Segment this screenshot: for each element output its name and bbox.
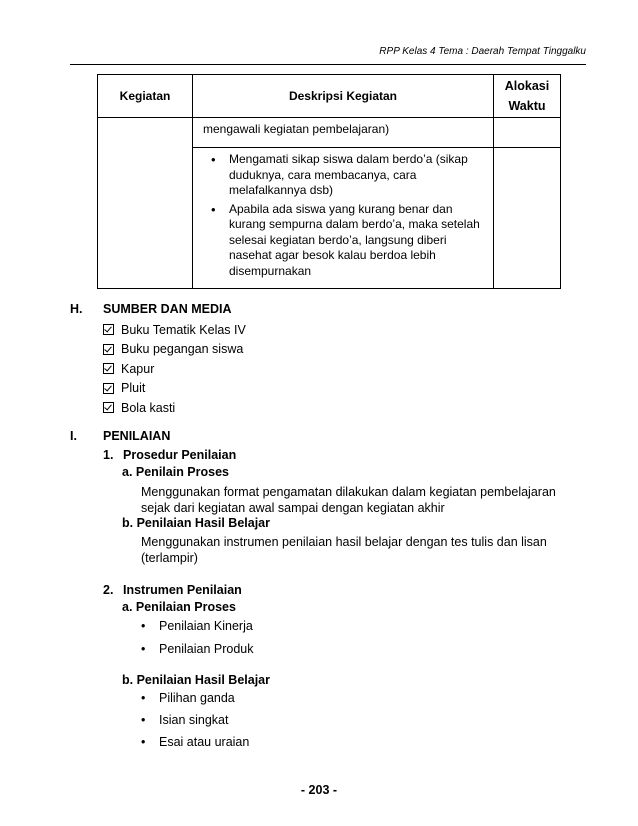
activity-table [97, 74, 561, 289]
col-header-alokasi [494, 75, 561, 118]
list-item-text: Esai atau uraian [159, 735, 250, 749]
subsection-1-heading [103, 448, 236, 462]
subsection-1a-text: Menggunakan format pengamatan dilakukan dalam kegiatan pembelajaran sejak dari kegiatan awal sampai dengan kegiatan akhir [141, 485, 556, 515]
list-item [103, 398, 246, 418]
col-header-kegiatan-text: Kegiatan [119, 89, 171, 103]
subsection-2a-heading: a. Penilaian Proses [122, 600, 236, 614]
subsection-2-number: 2. [103, 583, 114, 597]
col-header-deskripsi [193, 75, 494, 118]
list-item-text: Buku pegangan siswa [121, 342, 244, 357]
page-number: - 203 - [300, 783, 338, 797]
media-checklist [103, 320, 246, 418]
running-header: RPP Kelas 4 Tema : Daerah Tempat Tinggalku [379, 46, 586, 57]
col-header-kegiatan [98, 75, 193, 118]
list-item [103, 320, 246, 340]
checked-box-icon [103, 324, 114, 335]
deskripsi-cell [193, 148, 494, 289]
subsection-2-title: Instrumen Penilaian [123, 583, 242, 597]
row1-description: mengawali kegiatan pembelajaran) [203, 122, 390, 136]
list-item [103, 359, 246, 379]
list-item: • Penilaian Produk [141, 642, 254, 656]
alokasi-cell [494, 118, 561, 148]
list-item: • Mengamati sikap siswa dalam berdo’a (sikap duduknya, cara membacanya, cara melafalkannya dsb) [203, 152, 485, 199]
list-item-text: Penilaian Produk [159, 642, 254, 656]
list-item-text: Kapur [121, 361, 155, 376]
deskripsi-cell [193, 118, 494, 148]
table-header-row [98, 75, 561, 118]
checked-box-icon [103, 344, 114, 355]
subsection-2b-heading: b. Penilaian Hasil Belajar [122, 673, 270, 687]
list-item-text: Pluit [121, 381, 146, 396]
col-header-alokasi-line2: Waktu [508, 99, 546, 113]
col-header-deskripsi-text: Deskripsi Kegiatan [288, 89, 398, 103]
description-bullets [203, 152, 485, 279]
alokasi-cell [494, 148, 561, 289]
subsection-1-number: 1. [103, 448, 114, 462]
list-item-text: Penilaian Kinerja [159, 619, 253, 633]
list-item-text: Buku Tematik Kelas IV [121, 322, 246, 337]
list-item [103, 340, 246, 360]
list-item: • Penilaian Kinerja [141, 619, 253, 633]
checked-box-icon [103, 402, 114, 413]
list-item: • Isian singkat [141, 713, 229, 727]
list-item: • Apabila ada siswa yang kurang benar dan kurang sempurna dalam berdo’a, maka setelah selesai kegiatan berdo’a, langsung diberi nasehat agar besok kalau berdoa lebih disempurnakan [203, 202, 485, 280]
list-item [103, 379, 246, 399]
checked-box-icon [103, 383, 114, 394]
checked-box-icon [103, 363, 114, 374]
subsection-2-heading [103, 583, 242, 597]
subsection-1b-heading: b. Penilaian Hasil Belajar [122, 516, 270, 530]
table-row [98, 118, 561, 148]
list-item-text: Pilihan ganda [159, 691, 235, 705]
section-i-label: I. [70, 429, 77, 443]
list-item: • Esai atau uraian [141, 735, 250, 749]
kegiatan-cell [98, 118, 193, 289]
section-h-label: H. [70, 302, 83, 316]
list-item-text: Bola kasti [121, 400, 176, 415]
subsection-1-title: Prosedur Penilaian [123, 448, 237, 462]
list-item-text: Isian singkat [159, 713, 229, 727]
subsection-1b-text: Menggunakan instrumen penilaian hasil belajar dengan tes tulis dan lisan (terlampir) [141, 535, 547, 565]
col-header-alokasi-line1: Alokasi [504, 79, 550, 93]
section-i-title: PENILAIAN [103, 429, 171, 443]
section-h-title: SUMBER DAN MEDIA [103, 302, 232, 316]
list-item: • Pilihan ganda [141, 691, 235, 705]
subsection-1a-heading: a. Penilain Proses [122, 465, 229, 479]
header-rule [70, 64, 586, 65]
